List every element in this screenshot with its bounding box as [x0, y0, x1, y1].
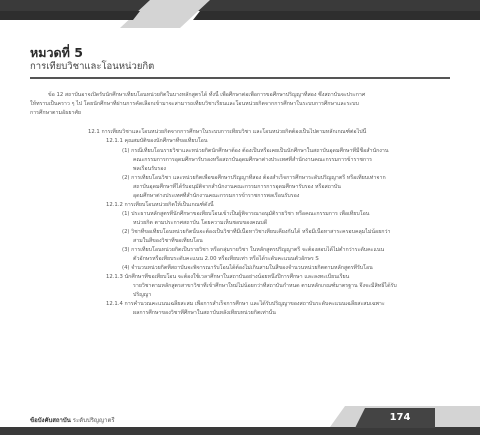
section-12-1-2: 12.1.2 การเทียบโอนหน่วยกิตให้เป็นเกณฑ์ดังนี้	[106, 202, 214, 208]
list-item-cont: อุดมศึกษาต่างประเทศที่สำนักงานคณะกรรมการข้าราชการพลเรือนรับรอง	[133, 193, 300, 199]
list-item: (2) วิชาที่ขอเทียบโอนหน่วยกิตนั้นจะต้องเป็นวิชาที่มีเนื้อหาวิชาเทียบเคียงกันได้ หรือมีเนื้อหาสาระครอบคลุมไม่น้อยกว่า	[122, 229, 391, 235]
page-number: 174	[389, 412, 411, 423]
list-item-cont: พลเรือนรับรอง	[133, 166, 167, 172]
footer-handbook-rest: ระดับปริญญาตรี	[70, 417, 115, 424]
header-band-graphic	[0, 0, 480, 28]
chapter-subtitle: การเทียบวิชาและโอนหน่วยกิต	[30, 61, 155, 72]
footer-handbook-label	[30, 415, 115, 425]
section-12-1-3-cont: รายวิชาตามหลักสูตรสาขาวิชาที่เข้าศึกษาใหม่ไม่น้อยกว่าที่สถาบันกำหนด ตามหลักเกณฑ์มาตรฐาน จึงจะมีสิทธิ์ได้รับ	[133, 283, 397, 289]
title-divider	[30, 77, 450, 79]
section-12-1-4-cont: ผลการศึกษาของวิชาที่ศึกษาในสถาบันหลังเทียบหน่วยกิตเท่านั้น	[133, 310, 276, 316]
list-item: (1) ประธานหลักสูตรที่นักศึกษาขอเทียบโอนเข้าเป็นผู้พิจารณาอนุมัติรายวิชา หรือคณะกรรมการ เพื่อเทียบโอน	[122, 211, 370, 217]
intro-line-3: การศึกษาตามอัธยาศัย	[30, 110, 81, 116]
intro-line-1: ข้อ 12 สถาบันอาจเปิดรับนักศึกษาเทียบโอนหน่วยกิตในบางหลักสูตรได้ ทั้งนี้ เพื่อศึกษาต่อเพื่อการขอศึกษาปริญญาที่สอง ซึ่งสถาบันจะประกาศ	[48, 92, 366, 98]
intro-line-2: ให้ทราบเป็นคราว ๆ ไป โดยนักศึกษาที่ผ่านการคัดเลือกเข้ามาจะสามารถเทียบวิชาเรียนและโอนหน่วยกิตจากการศึกษาในระบบการศึกษาและระบบ	[30, 101, 359, 107]
section-12-1: 12.1 การเทียบวิชาและโอนหน่วยกิตจากการศึกษาในระบบการเทียบวิชา และโอนหน่วยกิตต้องเป็นไปตามหลักเกณฑ์ต่อไปนี้	[88, 129, 367, 135]
list-item-cont: คณะกรรมการการอุดมศึกษารับรองหรือสถาบันอุดมศึกษาต่างประเทศที่สำนักงานคณะกรรมการข้าราชการ	[133, 157, 372, 163]
list-item: (3) การเทียบโอนหน่วยกิตเป็นรายวิชา หรือกลุ่มรายวิชา ในหลักสูตรปริญญาตรี จะต้องสอบได้ไม่ต่ำกว่าระดับคะแนน	[122, 247, 385, 253]
chapter-heading	[30, 46, 154, 73]
section-12-1-1: 12.1.1 คุณสมบัติของนักศึกษาที่ขอเทียบโอน	[106, 138, 208, 144]
list-item-cont: สถาบันอุดมศึกษาที่ได้รับอนุมัติจากสำนักงานคณะกรรมการการอุดมศึกษารับรอง หรือสถาบัน	[133, 184, 341, 190]
chapter-title: หมวดที่ 5	[30, 45, 83, 60]
section-12-1-3: 12.1.3 นักศึกษาที่ขอเทียบโอน จะต้องใช้เวลาศึกษาในสถาบันอย่างน้อยหนึ่งปีการศึกษา และลงทะเบียนเรียน	[106, 274, 350, 280]
section-12-1-3-cont: ปริญญา	[133, 292, 152, 298]
list-item: (2) การเทียบโอนวิชา และหน่วยกิตเพื่อขอศึกษาปริญญาที่สอง ต้องสำเร็จการศึกษาระดับปริญญาตรี หรือเทียบเท่าจาก	[122, 175, 386, 181]
list-item: (4) จำนวนหน่วยกิตที่สถาบันจะพิจารณารับโอนได้ต้องไม่เกินสามในสี่ของจำนวนหน่วยกิตตามหลักสูตรที่รับโอน	[122, 265, 373, 271]
list-item: (1) กรณีเทียบโอนรายวิชาและหน่วยกิตนักศึกษาต้อง ต้องเป็นหรือเคยเป็นนักศึกษาในสถาบันอุดมศึกษาที่มีชื่อสำนักงาน	[122, 148, 389, 154]
section-12-1-4: 12.1.4 การคำนวณคะแนนเฉลี่ยสะสม เพื่อการสำเร็จการศึกษา และได้รับปริญญาของสถาบันระดับคะแนนเฉลี่ยสะสมเฉพาะ	[106, 301, 385, 307]
list-item-cont: สามในสี่ของวิชาที่ขอเทียบโอน	[133, 238, 203, 244]
list-item-cont: ตัวอักษรหรือเทียบระดับคะแนน 2.00 หรือเทียบเท่า หรือได้ระดับคะแนนตัวอักษร S	[133, 256, 319, 262]
header-decoration	[0, 0, 480, 28]
footer-handbook-bold: ข้อบังคับสถาบัน	[30, 417, 71, 424]
list-item-cont: หน่วยกิต ตามประกาศสถาบัน โดยความเห็นชอบของคณบดี	[133, 220, 268, 226]
